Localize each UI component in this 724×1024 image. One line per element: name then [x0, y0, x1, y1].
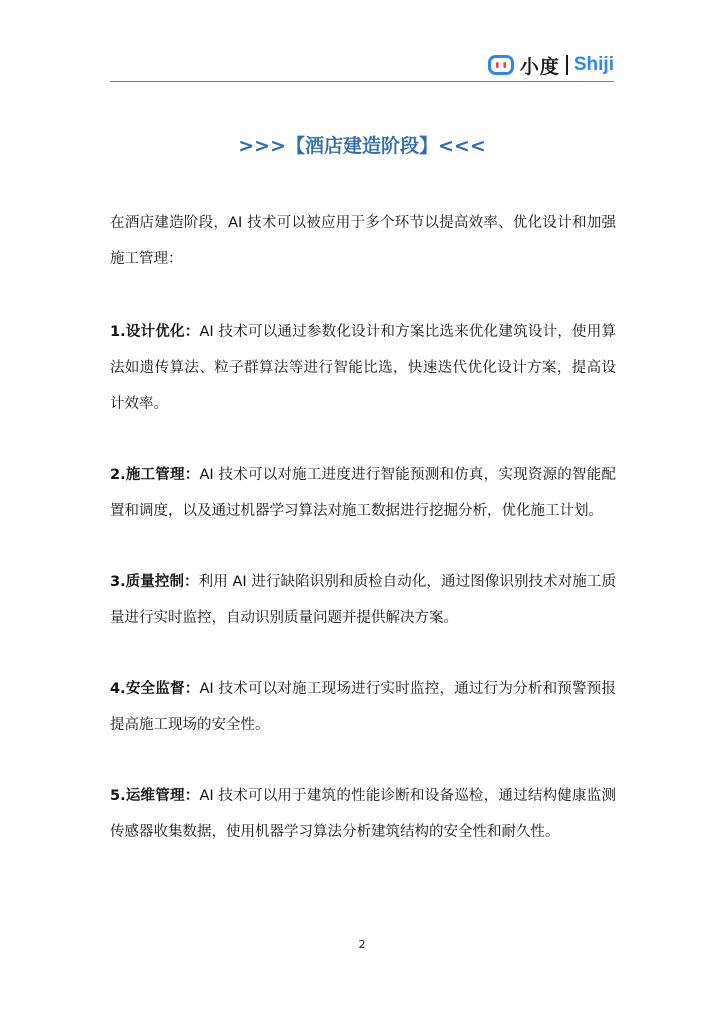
document-body [110, 205, 616, 885]
logo-text-en: Shiji [573, 54, 614, 75]
list-item-label: 2.施工管理： [110, 467, 200, 483]
xiaodu-logo-icon [488, 55, 514, 75]
list-item-text: AI 技术可以对施工现场进行实时监控，通过行为分析和预警预报提高施工现场的安全性。 [110, 681, 616, 733]
section-title: >>>【酒店建造阶段】<<< [238, 135, 486, 157]
header-divider [110, 81, 614, 82]
list-item-text: AI 技术可以用于建筑的性能诊断和设备巡检，通过结构健康监测传感器收集数据，使用机器学习算法分析建筑结构的安全性和耐久性。 [110, 788, 616, 840]
list-item-label: 4.安全监督： [110, 681, 200, 697]
logo-separator [566, 55, 568, 75]
page-number: 2 [358, 938, 366, 951]
list-item-text: AI 技术可以通过参数化设计和方案比选来优化建筑设计，使用算法如遗传算法、粒子群算法等进行智能比选，快速迭代优化设计方案，提高设计效率。 [110, 324, 616, 412]
list-item-label: 1.设计优化： [110, 324, 200, 340]
page-header [110, 48, 614, 82]
list-item [110, 314, 616, 422]
logo-text-cn: 小度 [519, 55, 560, 78]
list-item-text: 利用 AI 进行缺陷识别和质检自动化，通过图像识别技术对施工质量进行实时监控，自动识别质量问题并提供解决方案。 [110, 574, 616, 626]
list-item [110, 564, 616, 636]
list-item [110, 457, 616, 529]
list-item-label: 5.运维管理： [110, 788, 200, 804]
brand-logo [488, 52, 614, 78]
list-item-label: 3.质量控制： [110, 574, 199, 590]
list-item [110, 671, 616, 743]
list-item [110, 778, 616, 850]
intro-paragraph: 在酒店建造阶段，AI 技术可以被应用于多个环节以提高效率、优化设计和加强施工管理： [110, 215, 616, 267]
list-item-text: AI 技术可以对施工进度进行智能预测和仿真，实现资源的智能配置和调度，以及通过机器学习算法对施工数据进行挖掘分析，优化施工计划。 [110, 467, 616, 519]
